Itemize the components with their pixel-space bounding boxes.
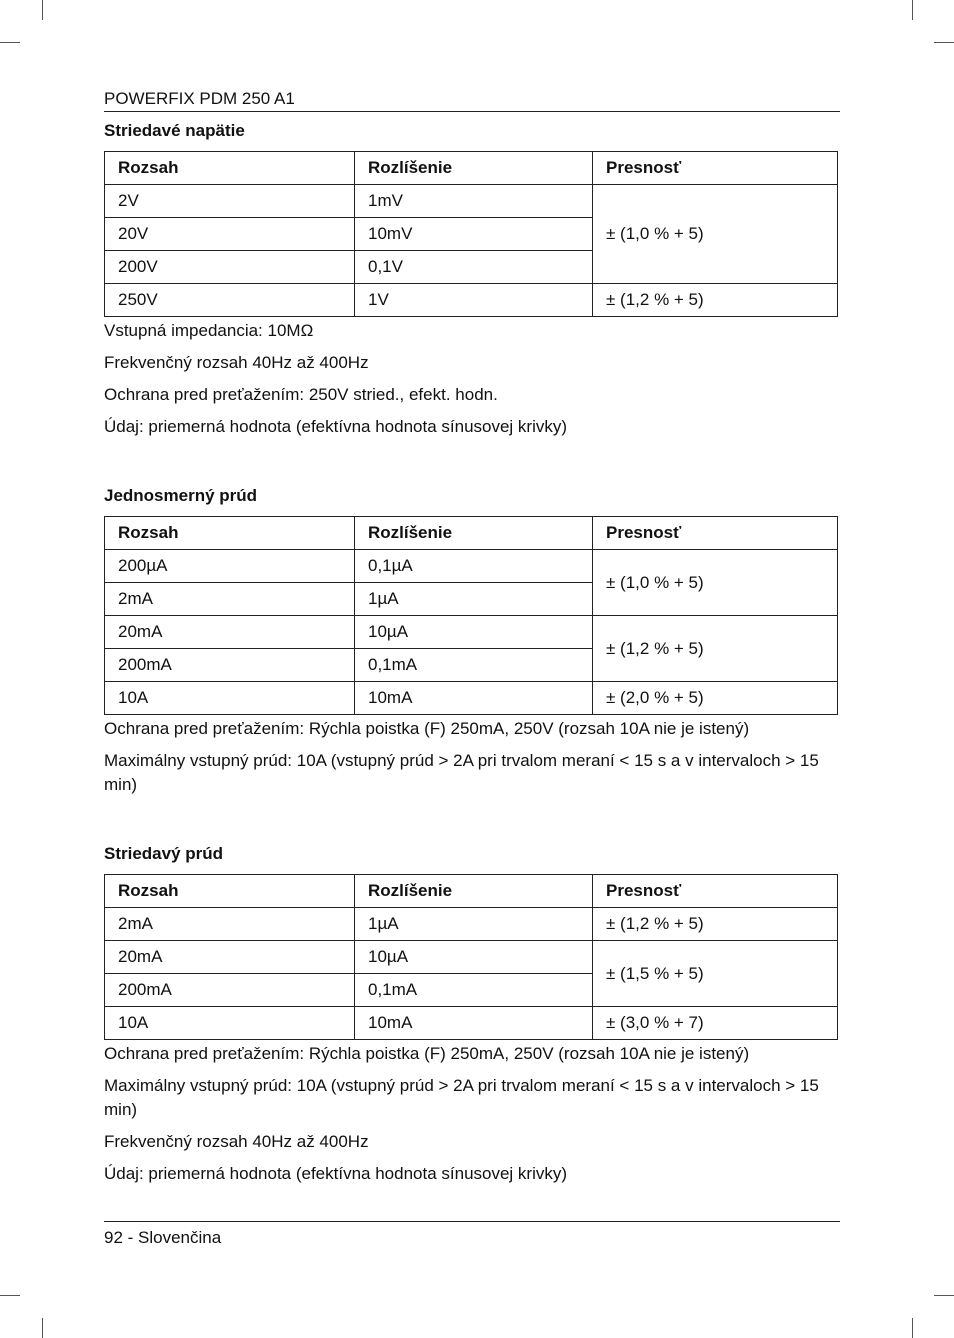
table-header-row (105, 152, 838, 185)
table-header-row (105, 875, 838, 908)
page-number: 92 - Slovenčina (104, 1228, 222, 1247)
range-cell: 20V (105, 218, 355, 251)
column-header: Rozlíšenie (355, 517, 593, 550)
crop-mark (934, 42, 954, 43)
resolution-cell: 10mA (355, 682, 593, 715)
document-title: POWERFIX PDM 250 A1 (104, 89, 295, 108)
column-header: Rozsah (105, 517, 355, 550)
column-header: Presnosť (593, 152, 838, 185)
resolution-cell: 10mA (355, 1007, 593, 1040)
page-header (104, 89, 840, 112)
resolution-cell: 10µA (355, 616, 593, 649)
section-ac-current (104, 844, 837, 1186)
crop-mark (0, 1295, 20, 1296)
section-title: Striedavý prúd (104, 844, 224, 863)
table-row (105, 185, 838, 218)
page-footer (104, 1221, 840, 1248)
resolution-cell: 1µA (355, 583, 593, 616)
resolution-cell: 1mV (355, 185, 593, 218)
resolution-cell: 0,1V (355, 251, 593, 284)
spec-note: Ochrana pred preťažením: Rýchla poistka (F) 250mA, 250V (rozsah 10A nie je istený) (104, 1044, 750, 1063)
table-row (105, 908, 838, 941)
section-ac-voltage (104, 121, 837, 439)
spec-table (104, 151, 838, 317)
range-cell: 20mA (105, 616, 355, 649)
column-header: Presnosť (593, 875, 838, 908)
spec-note: Frekvenčný rozsah 40Hz až 400Hz (104, 353, 369, 372)
table-row (105, 682, 838, 715)
column-header: Presnosť (593, 517, 838, 550)
section-title: Jednosmerný prúd (104, 486, 258, 505)
accuracy-cell: ± (1,2 % + 5) (593, 284, 838, 317)
spec-note: Vstupná impedancia: 10MΩ (104, 321, 314, 340)
resolution-cell: 1V (355, 284, 593, 317)
accuracy-cell: ± (1,0 % + 5) (593, 550, 838, 616)
range-cell: 200V (105, 251, 355, 284)
spec-note: Maximálny vstupný prúd: 10A (vstupný prúd > 2A pri trvalom meraní < 15 s a v intervaloch > 15 min) (104, 751, 819, 794)
range-cell: 200mA (105, 974, 355, 1007)
spec-note: Údaj: priemerná hodnota (efektívna hodnota sínusovej krivky) (104, 417, 568, 436)
range-cell: 10A (105, 682, 355, 715)
table-row (105, 550, 838, 583)
table-row (105, 284, 838, 317)
resolution-cell: 0,1µA (355, 550, 593, 583)
range-cell: 200mA (105, 649, 355, 682)
column-header: Rozlíšenie (355, 152, 593, 185)
resolution-cell: 10mV (355, 218, 593, 251)
range-cell: 250V (105, 284, 355, 317)
crop-mark (0, 42, 20, 43)
crop-mark (934, 1295, 954, 1296)
resolution-cell: 0,1mA (355, 974, 593, 1007)
crop-mark (912, 1318, 913, 1338)
accuracy-cell: ± (2,0 % + 5) (593, 682, 838, 715)
crop-mark (42, 1318, 43, 1338)
accuracy-cell: ± (1,5 % + 5) (593, 941, 838, 1007)
table-row (105, 616, 838, 649)
table-row (105, 1007, 838, 1040)
spec-note: Údaj: priemerná hodnota (efektívna hodnota sínusovej krivky) (104, 1164, 568, 1183)
accuracy-cell: ± (3,0 % + 7) (593, 1007, 838, 1040)
range-cell: 10A (105, 1007, 355, 1040)
resolution-cell: 0,1mA (355, 649, 593, 682)
range-cell: 20mA (105, 941, 355, 974)
column-header: Rozsah (105, 152, 355, 185)
range-cell: 2V (105, 185, 355, 218)
spec-table (104, 516, 838, 715)
spec-table (104, 874, 838, 1040)
spec-note: Ochrana pred preťažením: Rýchla poistka (F) 250mA, 250V (rozsah 10A nie je istený) (104, 719, 750, 738)
accuracy-cell: ± (1,0 % + 5) (593, 185, 838, 284)
column-header: Rozsah (105, 875, 355, 908)
accuracy-cell: ± (1,2 % + 5) (593, 616, 838, 682)
spec-note: Frekvenčný rozsah 40Hz až 400Hz (104, 1132, 369, 1151)
column-header: Rozlíšenie (355, 875, 593, 908)
section-title: Striedavé napätie (104, 121, 245, 140)
crop-mark (42, 0, 43, 20)
range-cell: 200µA (105, 550, 355, 583)
table-row (105, 941, 838, 974)
resolution-cell: 1µA (355, 908, 593, 941)
crop-mark (912, 0, 913, 20)
table-header-row (105, 517, 838, 550)
range-cell: 2mA (105, 908, 355, 941)
range-cell: 2mA (105, 583, 355, 616)
spec-note: Maximálny vstupný prúd: 10A (vstupný prúd > 2A pri trvalom meraní < 15 s a v intervaloch > 15 min) (104, 1076, 819, 1119)
spec-note: Ochrana pred preťažením: 250V stried., efekt. hodn. (104, 385, 498, 404)
section-dc-current (104, 486, 837, 797)
accuracy-cell: ± (1,2 % + 5) (593, 908, 838, 941)
resolution-cell: 10µA (355, 941, 593, 974)
